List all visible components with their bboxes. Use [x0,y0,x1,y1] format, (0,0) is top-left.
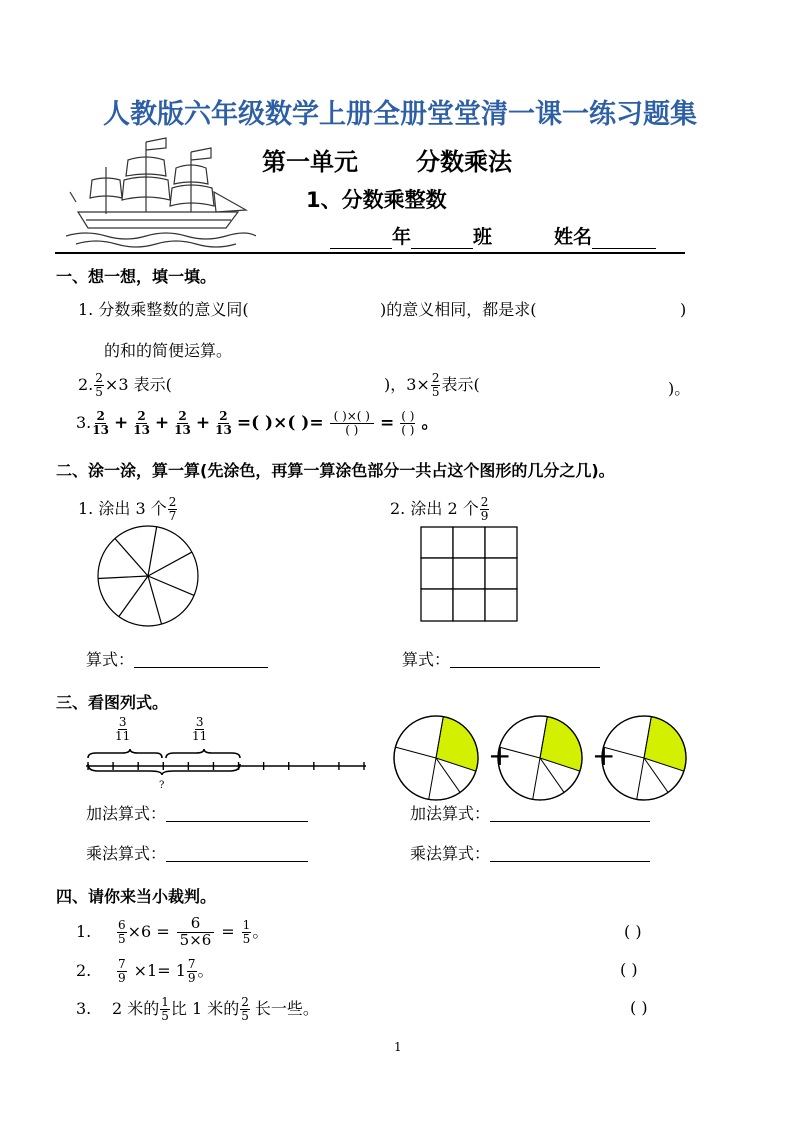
s1-q3-end: 。 [421,412,439,433]
s2-q1-label [78,496,178,522]
shaded-circle [394,716,478,800]
class-blank[interactable] [411,230,473,249]
grid-cell [421,589,453,621]
numerator: 2 [137,409,146,423]
s1-q2-text-b: )，3× [384,375,430,395]
grid-cell [485,558,517,589]
add-label: 加法算式： [410,804,491,823]
grid-3x3[interactable] [420,526,518,622]
fraction-3-11 [115,716,130,742]
formula-label: 算式： [86,650,135,669]
unit-name: 分数乘法 [416,148,512,176]
denominator: ( ) [345,422,359,437]
s4-item-1 [76,916,268,949]
s2-q1-formula [86,652,268,668]
s1-q1-part-b: )的意义相同，都是求( [380,300,537,319]
judge-paren-3[interactable]: ( ) [630,998,648,1017]
numerator: 1 [161,995,169,1009]
fraction-7-9 [117,958,127,984]
numerator: 2 [431,371,440,385]
denominator: ( ) [401,422,415,437]
denominator: 5 [95,384,103,399]
fraction-2-5 [240,996,250,1022]
formula-label: 算式： [402,650,451,669]
brace-fraction-left [114,716,131,742]
numerator: 3 [118,715,127,729]
denominator: 5 [161,1008,169,1023]
add-blank[interactable] [166,807,308,822]
item-text-c: 长一些。 [254,999,319,1019]
s2-q2-text: 2. 涂出 2 个 [390,499,479,519]
name-blank[interactable] [592,230,656,249]
s4-item-3 [76,996,319,1022]
judge-paren-2[interactable]: ( ) [620,960,638,979]
s1-q3-answer-fraction [400,410,415,436]
denominator: 5 [431,384,440,399]
s1-q3-big-fraction [330,410,374,436]
item-number: 2. [76,961,92,981]
numerator: 7 [118,957,126,971]
item-number: 1. [76,922,92,942]
numerator: 2 [241,995,249,1009]
numerator: 2 [168,495,177,509]
numerator: 7 [187,957,196,971]
s4-item-2 [76,958,214,984]
fraction-2-5 [431,372,441,398]
s1-q1-part-d: 的和的简便运算。 [104,341,233,360]
fraction-1-5 [160,996,170,1022]
denominator: 9 [187,970,196,985]
page-number: 1 [394,1040,402,1054]
add-label: 加法算式： [86,804,167,823]
plus-sign: + [195,412,211,433]
s2-q2-label [390,496,490,522]
numerator: 2 [219,409,228,423]
mul-label: 乘法算式： [410,844,491,863]
item-number: 3. [76,999,92,1019]
fraction-3-11 [192,716,207,742]
unit-heading [262,142,512,177]
item-text-a: ×1= 1 [133,961,186,981]
sector-line [148,552,192,576]
numerator: 1 [242,918,251,933]
grid-cell [453,558,485,589]
three-shaded-circles [390,710,710,802]
denominator: 13 [174,422,191,437]
sector-line [148,527,157,576]
item-text-b: 比 1 米的 [170,999,240,1019]
fraction-2-9 [480,496,490,522]
header-rule [55,252,685,254]
judge-paren-1[interactable]: ( ) [624,922,642,941]
denominator: 7 [168,508,177,523]
unit-label: 第一单元 [262,148,358,176]
item-text-c: 。 [252,922,269,942]
item-text-c: 。 [197,961,214,981]
numerator: 2 [480,495,489,509]
numerator: ( ) [401,409,415,423]
s1-q3-equation: =( )×( )= [236,412,324,433]
fraction-6-5 [117,919,127,945]
denominator: 5 [118,931,126,946]
denominator: 13 [92,422,109,437]
sector-line [148,576,194,595]
denominator: 11 [115,728,131,743]
sector-line [148,576,162,624]
fraction-2-13 [174,410,191,436]
s3-add-right [410,806,650,822]
s3-add-left [86,806,308,822]
s1-q3 [76,410,438,436]
mul-label: 乘法算式： [86,844,167,863]
s3-mul-right [410,846,650,862]
numerator: 6 [177,916,215,933]
plus-sign: + [154,412,170,433]
page-title: 人教版六年级数学上册全册堂堂清一课一练习题集 [103,99,697,130]
formula-blank[interactable] [450,653,600,668]
grid-cell [453,527,485,558]
fraction-2-5 [94,372,104,398]
grade-label: 年 [392,226,412,248]
denominator: 5 [241,1008,249,1023]
section2-heading: 二、涂一涂，算一算(先涂色，再算一算涂色部分一共占这个图形的几分之几)。 [56,461,615,480]
sector-line [98,576,148,578]
grid-cell [485,527,517,558]
mul-blank[interactable] [166,847,308,862]
fraction-2-13 [92,410,109,436]
grid-cell [421,558,453,589]
plus-sign: + [592,739,616,772]
item-text-a: 2 米的 [112,999,160,1019]
formula-blank[interactable] [134,653,268,668]
section4-heading: 四、请你来当小裁判。 [56,887,217,906]
s1-q2-number: 2. [78,375,94,395]
circle-divided-into-7[interactable] [96,524,200,628]
sector-line [115,539,148,576]
number-line-with-braces [84,748,368,788]
denominator: 13 [133,422,150,437]
s2-q2-formula [402,652,600,668]
denominator: 5×6 [179,930,212,949]
s1-q2-text-a: ×3 表示( [104,375,172,395]
denominator: 9 [118,970,126,985]
numerator: 2 [95,371,103,385]
fraction-1-5 [242,919,252,945]
denominator: 9 [480,508,489,523]
fraction-7-9 [187,958,197,984]
s1-q2-text-c: 表示( [441,375,480,395]
denominator: 13 [215,422,232,437]
fraction-2-7 [168,496,178,522]
fraction-6-over-5x6 [177,916,215,949]
numerator: 2 [178,409,187,423]
student-info-line [330,222,656,249]
sailing-ship-illustration [66,132,256,250]
numerator: 6 [118,918,126,933]
numerator: 3 [195,715,204,729]
denominator: 11 [192,728,208,743]
mul-blank[interactable] [490,847,650,862]
s2-q1-text: 1. 涂出 3 个 [78,499,167,519]
plus-sign: + [113,412,129,433]
item-text-a: ×6 = [127,922,170,942]
brace-fraction-right [191,716,208,742]
fraction-2-13 [133,410,150,436]
s1-q2 [78,372,172,398]
s1-q1-part-c: ) [680,300,687,319]
add-blank[interactable] [490,807,650,822]
s3-mul-left [86,846,308,862]
section3-heading: 三、看图列式。 [56,693,169,712]
name-label: 姓名 [554,226,593,248]
grid-cell [421,527,453,558]
lesson-heading: 1、分数乘整数 [306,188,447,212]
s1-q3-equals: = [380,412,395,433]
grid-cell [453,589,485,621]
denominator: 5 [242,931,251,946]
numerator: 2 [96,409,105,423]
item-text-b: = [221,922,235,942]
section1-heading: 一、想一想，填一填。 [56,267,217,286]
s1-q2-second [384,372,480,398]
sector-line [119,576,148,617]
class-label: 班 [473,226,493,248]
grade-blank[interactable] [330,230,392,249]
question-mark: ? [159,780,165,791]
grid-cell [485,589,517,621]
numerator: ( )×( ) [330,410,374,424]
fraction-2-13 [215,410,232,436]
plus-sign: + [488,739,512,772]
s1-q1-part-a: 1. 分数乘整数的意义同( [78,300,249,319]
s1-q2-text-d: )。 [668,379,691,398]
s1-q3-number: 3. [76,413,92,433]
